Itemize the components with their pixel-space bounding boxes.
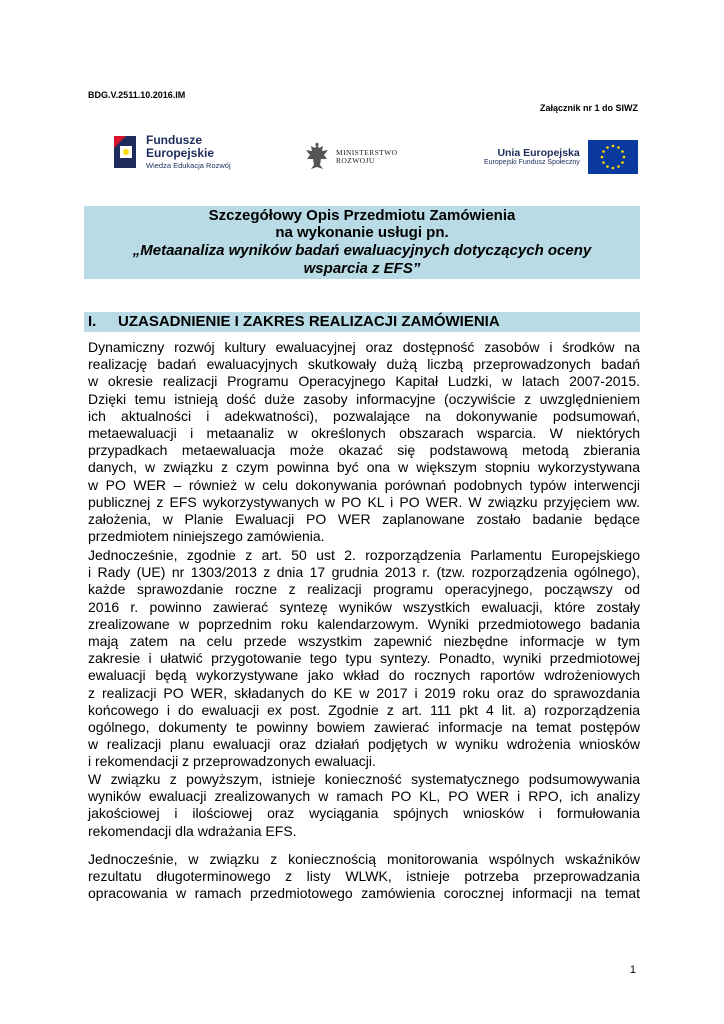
paragraph-1	[88, 339, 640, 545]
title-line-2: na wykonanie usługi pn.	[275, 224, 449, 241]
text-line: zakresie i ułatwić przygotowanie tego typu syntezy. Ponadto, wyniki przedmiotowej	[88, 650, 640, 667]
section-number: I.	[88, 313, 97, 330]
title-line-4: wsparcia z EFS”	[303, 260, 421, 277]
text-line: realizację badań ewaluacyjnych skutkowały dużą liczbą przeprowadzonych badań	[88, 356, 640, 373]
title-line-1: Szczegółowy Opis Przedmiotu Zamówienia	[208, 207, 516, 224]
text-line: wyników ewaluacji zrealizowanych w ramach PO KL, PO WER i RPO, ich analizy	[88, 788, 640, 805]
text-line: ogólnego, dokumenty te powinny bowiem zawierać informacje na temat postępów	[88, 719, 640, 736]
text-line: Jednocześnie, zgodnie z art. 50 ust 2. rozporządzenia Parlamentu Europejskiego	[88, 547, 640, 563]
text-line: zrealizowane w poprzednim roku kalendarzowym. Wyniki przedmiotowego badania	[88, 615, 640, 632]
text-line: Jednocześnie, w związku z koniecznością monitorowania wspólnych wskaźników	[88, 851, 640, 867]
text-line: i Rady (UE) nr 1303/2013 z dnia 17 grudnia 2013 r. (tzw. rozporządzenia ogólnego),	[88, 564, 640, 581]
text-line: ich aktualności i adekwatności), pozwalające na dokonywanie podsumowań,	[88, 407, 640, 424]
fe-logo-line1: Fundusze	[146, 133, 202, 148]
text-line: rezultatu długoterminowego z listy WLWK, istnieje potrzeba przeprowadzania	[88, 868, 640, 885]
document-reference: BDG.V.2511.10.2016.IM	[88, 90, 186, 100]
text-line: Dzięki temu istnieją dość duże zasoby informacyjne (oczywiście z uwzględnieniem	[88, 390, 640, 407]
text-line: i rekomendacji z przeprowadzonych ewaluacji.	[88, 753, 376, 770]
text-line: przypadkach metaewaluacja może okazać się podstawową metodą zbierania	[88, 442, 640, 459]
eu-logo-line2: Europejski Fundusz Społeczny	[484, 159, 580, 166]
ministry-line2: ROZWOJU	[336, 156, 375, 165]
text-line: W związku z powyższym, istnieje konieczność systematycznego podsumowywania	[88, 771, 640, 787]
paragraph-3	[88, 771, 640, 840]
section-title: UZASADNIENIE I ZAKRES REALIZACJI ZAMÓWIENIA	[118, 313, 500, 330]
fundusze-europejskie-icon	[110, 134, 140, 170]
eu-logo	[484, 140, 638, 174]
logo-bar	[88, 116, 640, 200]
text-line: rekomendacji dla wdrażania EFS.	[88, 822, 297, 839]
text-line: danych, w związku z czym powinna być ona w większym stopniu wykorzystywana	[88, 459, 640, 476]
text-line: opracowania w ramach przedmiotowego zamówienia corocznej informacji na temat	[88, 885, 640, 902]
text-line: założenia, w Planie Ewaluacji PO WER zaplanowane zostało badanie będące	[88, 511, 640, 528]
section-heading	[84, 312, 640, 332]
polish-eagle-icon	[304, 142, 330, 172]
fe-logo-line3: Wiedza Edukacja Rozwój	[146, 160, 231, 170]
paragraph-2	[88, 547, 640, 771]
text-line: w PO WER – również w celu dokonywania porównań podobnych typów interwencji	[88, 476, 640, 493]
ministry-line1: MINISTERSTWO	[336, 147, 398, 157]
title-line-3: „Metaanaliza wyników badań ewaluacyjnych dotyczących oceny	[132, 242, 592, 259]
text-line: 2016 r. powinno zawierać syntezę wyników wszystkich ewaluacji, które zostały	[88, 598, 640, 615]
fundusze-europejskie-logo	[110, 134, 231, 170]
ministry-logo	[304, 142, 397, 172]
text-line: w okresie realizacji Programu Operacyjnego Kapitał Ludzki, w latach 2007-2015.	[88, 373, 640, 390]
fe-logo-line2: Europejskie	[146, 146, 215, 161]
text-line: mają zatem na celu przede wszystkim zapewnić niezbędne informacje w tym	[88, 633, 640, 650]
page-number: 1	[629, 964, 636, 976]
text-line: metaewaluacji i metaanaliz w określonych obszarach wsparcia. W niektórych	[88, 425, 640, 442]
text-line: ewaluacji będą wykorzystywane jako wkład do rocznych raportów wdrożeniowych	[88, 667, 640, 684]
attachment-label: Załącznik nr 1 do SIWZ	[539, 103, 638, 113]
text-line: przedmiotem niniejszego zamówienia.	[88, 528, 325, 545]
paragraph-4	[88, 851, 640, 903]
eu-flag-icon	[588, 140, 638, 174]
eu-logo-line1: Unia Europejska	[497, 146, 580, 159]
text-line: każde sprawozdanie roczne z realizacji programu operacyjnego, począwszy od	[88, 581, 640, 598]
text-line: z realizacji PO WER, składanych do KE w 2017 i 2019 roku oraz do sprawozdania	[88, 684, 640, 701]
text-line: w realizacji planu ewaluacji oraz działań podjętych w wyniku wdrożenia wniosków	[88, 736, 640, 753]
text-line: końcowego i do ewaluacji ex post. Zgodnie z art. 111 pkt 4 lit. a) rozporządzenia	[88, 701, 640, 718]
text-line: Dynamiczny rozwój kultury ewaluacyjnej oraz dostępność zasobów i środków na	[88, 339, 640, 355]
document-title-box	[84, 206, 640, 279]
text-line: publicznej z EFS wykorzystywanych w PO KL i PO WER. W związku przyjęciem ww.	[88, 493, 640, 510]
text-line: jakościowej i ilościowej oraz wyciągania spójnych wniosków i formułowania	[88, 805, 640, 822]
